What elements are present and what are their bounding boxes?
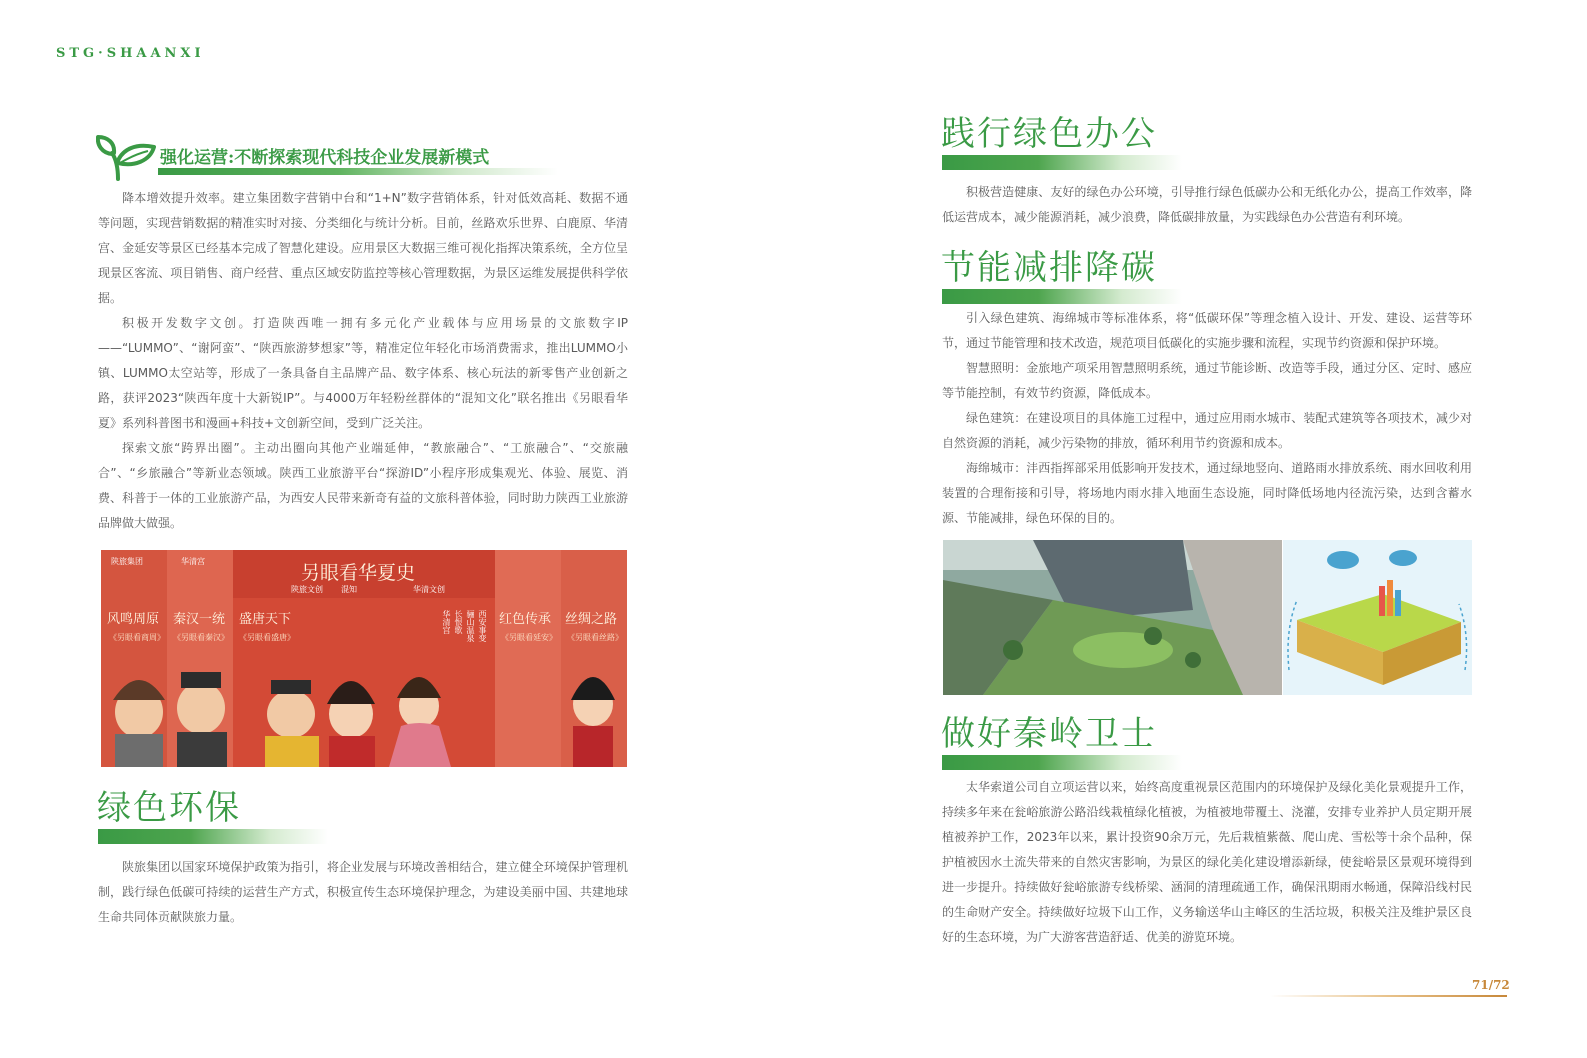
paragraph: 引入绿色建筑、海绵城市等标准体系，将“低碳环保”等理念植入设计、开发、建设、运营等环节，通过节能管理和技术改造，规范项目低碳化的实施步骤和流程，实现节约资源和保护环境。 [942, 311, 1472, 350]
operations-text [98, 186, 628, 536]
cartoon-characters-illustration [101, 650, 627, 767]
page-number-line [1270, 995, 1507, 997]
banner-logo: 混知 [341, 585, 357, 594]
banner-column-title: 秦汉一统 [173, 612, 226, 627]
banner-title: 另眼看华夏史 [301, 562, 416, 584]
subheading-title: 强化运营:不断探索现代科技企业发展新模式 [160, 148, 490, 168]
banner-logo: 陕旅集团 [111, 557, 143, 566]
banner-column-title: 丝绸之路 [565, 612, 618, 627]
banner-logo: 陕旅文创 [291, 585, 323, 594]
section-title-green-office: 践行绿色办公 [941, 114, 1157, 154]
banner-vertical-text: 华清宫 [442, 610, 451, 634]
paragraph: 探索文旅“跨界出圈”。主动出圈向其他产业端延伸，“教旅融合”、“工旅融合”、“交旅融合”、“乡旅融合”等新业态领域。陕西工业旅游平台“探游ID”小程序形成集观光、体验、展览、消费、科普于一体的工业旅游产品，为西安人民带来新奇有益的文旅科普体验，同时助力陕西工业旅游品牌做大做强。 [98, 441, 628, 530]
paragraph: 太华索道公司自立项运营以来，始终高度重视景区范围内的环境保护及绿化美化景观提升工作，持续多年来在瓮峪旅游公路沿线栽植绿化植被，为植被地带覆土、浇灌，安排专业养护人员定期开展植被养护工作，2023年以来，累计投资90余万元，先后栽植紫薇、爬山虎、雪松等十余个品种，保护植被因水土流失带来的自然灾害影响，为景区的绿化美化建设增添新绿，使瓮峪景区景观环境得到进一步提升。持续做好瓮峪旅游专线桥梁、涵洞的清理疏通工作，确保汛期雨水畅通，保障沿线村民的生命财产安全。持续做好垃圾下山工作，义务输送华山主峰区的生活垃圾，积极关注及维护景区良好的生态环境，为广大游客营造舒适、优美的游览环境。 [942, 780, 1472, 944]
banner-column-sub: 《另眼看丝路》 [567, 633, 623, 642]
sprout-icon [96, 133, 158, 181]
green-environment-text [98, 855, 628, 930]
brand-header: STG·SHAANXI [56, 46, 205, 61]
paragraph: 积极开发数字文创。打造陕西唯一拥有多元化产业载体与应用场景的文旅数字IP——“LUMMO”、“谢阿蛮”、“陕西旅游梦想家”等，精准定位年轻化市场消费需求，推出LUMMO小镇、LUMMO太空站等，形成了一条具备自主品牌产品、数字体系、核心玩法的新零售产业创新之路，获评2023“陕西年度十大新锐IP”。与4000万年轻粉丝群体的“混知文化”联名推出《另眼看华夏》系列科普图书和漫画+科技+文创新空间，受到广泛关注。 [98, 316, 628, 430]
section-title-energy-saving: 节能减排降碳 [941, 248, 1157, 288]
banner-column-title: 红色传承 [499, 612, 552, 627]
subheading-block [96, 133, 636, 181]
section-bar [942, 155, 1182, 170]
banner-logo: 华清宫 [181, 557, 205, 566]
energy-saving-text [942, 306, 1472, 531]
qinling-guardian-text [942, 775, 1472, 950]
paragraph: 积极营造健康、友好的绿色办公环境，引导推行绿色低碳办公和无纸化办公，提高工作效率，降低运营成本，减少能源消耗，减少浪费，降低碳排放量，为实践绿色办公营造有利环境。 [942, 185, 1472, 224]
cultural-ip-banner [101, 550, 627, 767]
banner-column-sub: 《另眼看盛唐》 [239, 633, 295, 642]
paragraph: 绿色建筑：在建设项目的具体施工过程中，通过应用雨水城市、装配式建筑等各项技术，减少对自然资源的消耗，减少污染物的排放，循环利用节约资源和成本。 [942, 411, 1472, 450]
subheading-bar [158, 168, 558, 175]
banner-vertical-text: 长恨歌 [454, 610, 463, 634]
banner-column-sub: 《另眼看商周》 [109, 633, 165, 642]
section-bar [942, 755, 1182, 770]
banner-column-title: 风鸣周原 [107, 612, 160, 627]
banner-column-sub: 《另眼看秦汉》 [173, 633, 229, 642]
banner-logo: 华清文创 [413, 585, 445, 594]
paragraph: 海绵城市：沣西指挥部采用低影响开发技术，通过绿地竖向、道路雨水排放系统、雨水回收利用装置的合理衔接和引导，将场地内雨水排入地面生态设施，同时降低场地内径流污染，达到含蓄水源、节能减排，绿色环保的目的。 [942, 461, 1472, 525]
green-building-photo [943, 540, 1282, 695]
green-office-text [942, 180, 1472, 230]
section-title-green-environment: 绿色环保 [97, 788, 241, 828]
sponge-city-diagram [1283, 540, 1472, 695]
paragraph: 陕旅集团以国家环境保护政策为指引，将企业发展与环境改善相结合，建立健全环境保护管理机制，践行绿色低碳可持续的运营生产方式，积极宣传生态环境保护理念，为建设美丽中国、共建地球生命共同体贡献陕旅力量。 [98, 860, 628, 924]
banner-vertical-text: 骊山温泉 [466, 610, 475, 642]
paragraph: 降本增效提升效率。建立集团数字营销中台和“1+N”数字营销体系，针对低效高耗、数据不通等问题，实现营销数据的精准实时对接、分类细化与统计分析。目前，丝路欢乐世界、白鹿原、华清宫、金延安等景区已经基本完成了智慧化建设。应用景区大数据三维可视化指挥决策系统，全方位呈现景区客流、项目销售、商户经营、重点区域安防监控等核心管理数据，为景区运维发展提供科学依据。 [98, 191, 628, 305]
section-bar [98, 829, 328, 844]
banner-column-sub: 《另眼看延安》 [501, 633, 557, 642]
section-title-qinling-guardian: 做好秦岭卫士 [941, 714, 1157, 754]
banner-vertical-text: 西安事变 [478, 610, 487, 642]
banner-column-title: 盛唐天下 [239, 612, 292, 627]
section-bar [942, 289, 1182, 304]
paragraph: 智慧照明：金旅地产项采用智慧照明系统，通过节能诊断、改造等手段，通过分区、定时、感应等节能控制，有效节约资源，降低成本。 [942, 361, 1472, 400]
page-number: 71/72 [1472, 978, 1510, 992]
